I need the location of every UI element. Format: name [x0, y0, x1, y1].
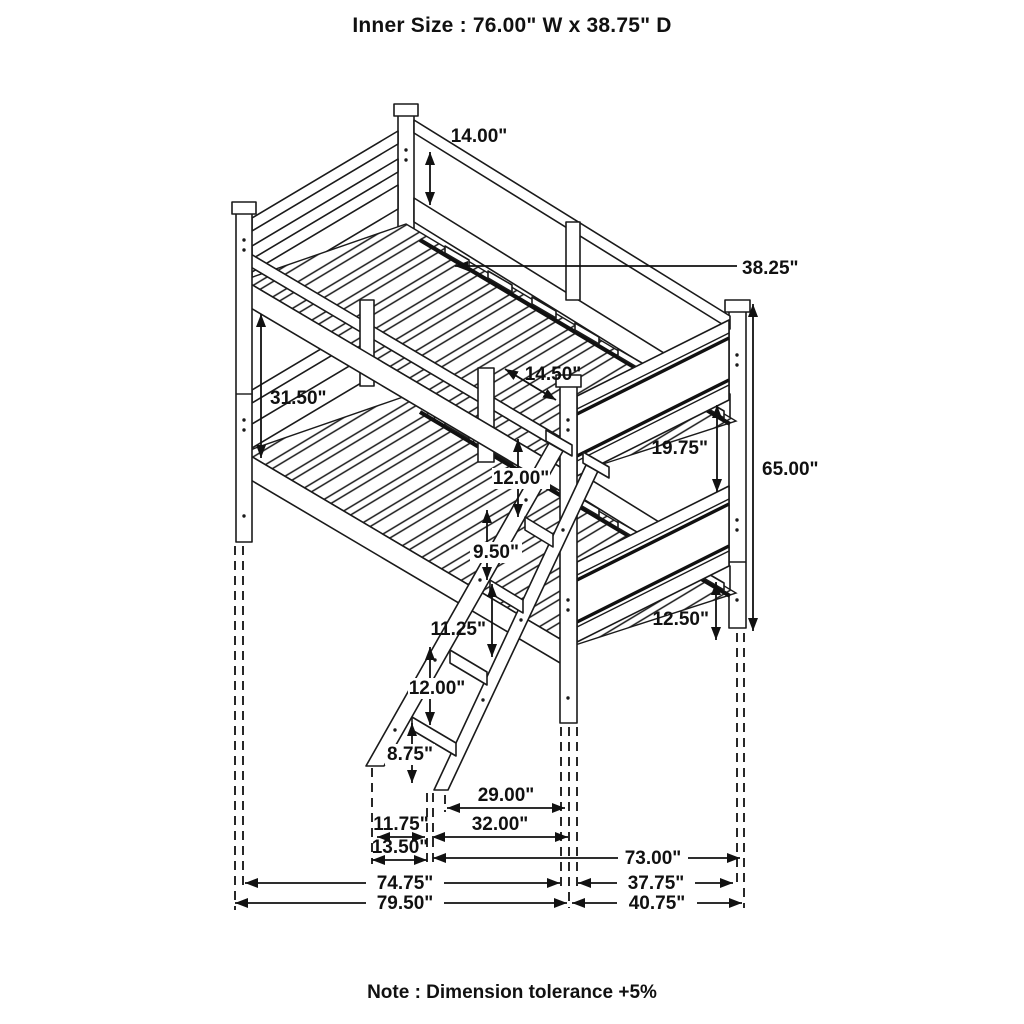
dim-label-step-3: 11.25"	[430, 619, 486, 640]
tolerance-note: Note : Dimension tolerance +5%	[367, 982, 657, 1003]
dim-label-step-bottom: 8.75"	[387, 744, 433, 765]
dim-label-overall-length: 79.50"	[376, 893, 434, 914]
dim-label-inner-depth: 38.25"	[742, 258, 799, 279]
post-head-front	[232, 202, 256, 542]
dim-label-rail-depth: 14.50"	[524, 364, 582, 385]
dim-label-frame-depth: 37.75"	[627, 873, 685, 894]
dim-label-length-ladder: 74.75"	[376, 873, 434, 894]
dim-label-ladder-projection: 32.00"	[471, 814, 529, 835]
dim-label-overall-depth: 40.75"	[628, 893, 686, 914]
dim-label-step-top: 12.00"	[492, 468, 550, 489]
dim-label-step-2: 9.50"	[473, 542, 519, 563]
dim-label-ladder-reach: 29.00"	[477, 785, 535, 806]
dim-label-ladder-foot: 11.75"	[373, 814, 429, 835]
dim-label-ladder-base: 13.50"	[371, 837, 429, 858]
dim-label-footboard-clearance: 12.50"	[652, 609, 709, 630]
dim-label-frame-length: 73.00"	[624, 848, 682, 869]
dim-label-footboard-gap: 19.75"	[651, 438, 708, 459]
dim-label-step-4: 12.00"	[408, 678, 466, 699]
dim-label-bunk-gap: 31.50"	[270, 388, 327, 409]
back-guard-post	[566, 222, 580, 300]
page-title: Inner Size : 76.00" W x 38.75" D	[352, 14, 672, 37]
dim-label-guard-height: 14.00"	[450, 126, 508, 147]
dim-label-overall-height: 65.00"	[762, 459, 819, 480]
